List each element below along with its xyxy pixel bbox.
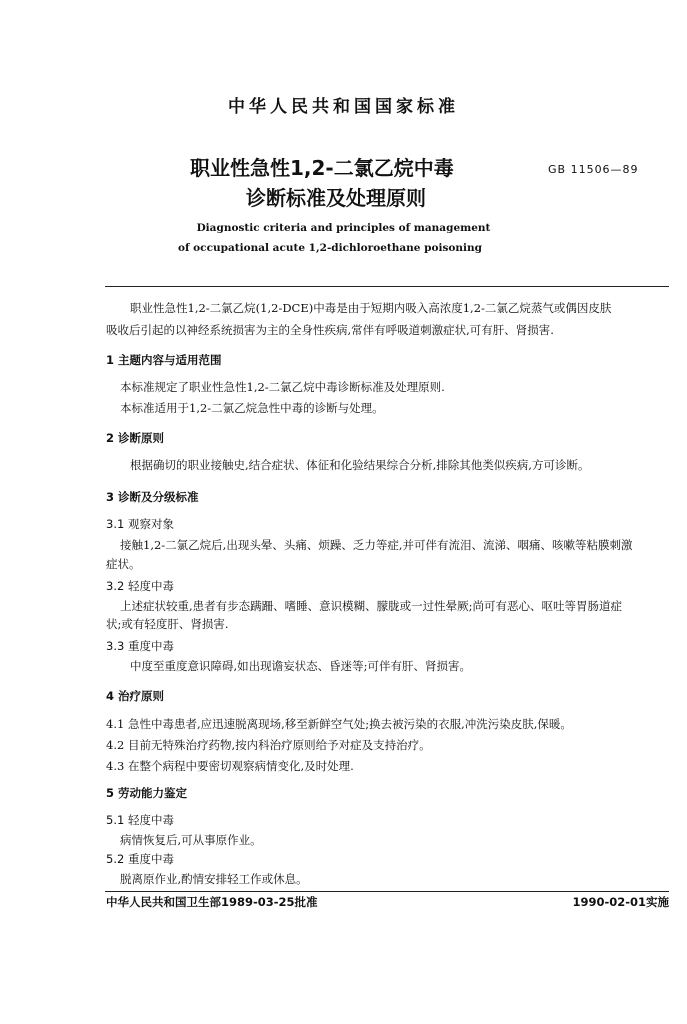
- section2-heading: 2 诊断原则: [106, 431, 165, 445]
- section1-para2: 本标准适用于1,2-二氯乙烷急性中毒的诊断与处理。: [120, 401, 384, 415]
- section1-heading: 1 主题内容与适用范围: [106, 353, 222, 367]
- section4-heading: 4 治疗原则: [106, 689, 165, 703]
- section4-para3: 4.3 在整个病程中要密切观察病情变化,及时处理.: [106, 759, 354, 773]
- section3-2-line2: 状;或有轻度肝、肾损害.: [106, 617, 229, 631]
- section3-2-heading: 3.2 轻度中毒: [106, 579, 174, 593]
- effective-date: 1990-02-01实施: [572, 895, 669, 909]
- section2-para1: 根据确切的职业接触史,结合症状、体征和化验结果综合分析,排除其他类似疾病,方可诊断。: [130, 458, 590, 472]
- section3-3-heading: 3.3 重度中毒: [106, 639, 174, 653]
- intro-line1: 职业性急性1,2-二氯乙烷(1,2-DCE)中毒是由于短期内吸入高浓度1,2-二氯乙烷蒸气或偶因皮肤: [130, 301, 612, 315]
- intro-line2: 吸收后引起的以神经系统损害为主的全身性疾病,常伴有呼吸道刺激症状,可有肝、肾损害.: [106, 323, 554, 337]
- english-title-line2: of occupational acute 1,2-dichloroethane poisoning: [178, 242, 482, 254]
- section5-2-line1: 脱离原作业,酌情安排轻工作或休息。: [120, 872, 308, 886]
- standard-code: GB 11506—89: [548, 163, 639, 176]
- section3-1-heading: 3.1 观察对象: [106, 517, 174, 531]
- section4-para1: 4.1 急性中毒患者,应迅速脱离现场,移至新鲜空气处;换去被污染的衣服,冲洗污染皮肤,保暖。: [106, 717, 572, 731]
- document-title-line1: 职业性急性1,2-二氯乙烷中毒: [190, 156, 454, 180]
- section3-1-line1: 接触1,2-二氯乙烷后,出现头晕、头痛、烦躁、乏力等症,并可伴有流泪、流涕、咽痛、咳嗽等粘膜刺激: [120, 538, 633, 552]
- section5-heading: 5 劳动能力鉴定: [106, 786, 188, 800]
- national-standard-label: 中华人民共和国国家标准: [228, 97, 459, 117]
- section3-2-line1: 上述症状较重,患者有步态蹒跚、嗜睡、意识模糊、朦胧或一过性晕厥;尚可有恶心、呕吐等胃肠道症: [120, 599, 623, 613]
- section3-1-line2: 症状。: [106, 557, 141, 571]
- english-title-line1: Diagnostic criteria and principles of management: [196, 222, 491, 234]
- header-divider: [105, 286, 669, 287]
- document-title-line2: 诊断标准及处理原则: [246, 186, 426, 210]
- footer-divider: [105, 891, 669, 892]
- section3-3-line1: 中度至重度意识障碍,如出现谵妄状态、昏迷等;可伴有肝、肾损害。: [130, 659, 472, 673]
- section4-para2: 4.2 目前无特殊治疗药物,按内科治疗原则给予对症及支持治疗。: [106, 738, 431, 752]
- section1-para1: 本标准规定了职业性急性1,2-二氯乙烷中毒诊断标准及处理原则.: [120, 380, 445, 394]
- approval-date: 中华人民共和国卫生部1989-03-25批准: [106, 895, 318, 909]
- section5-1-heading: 5.1 轻度中毒: [106, 813, 174, 827]
- section5-2-heading: 5.2 重度中毒: [106, 852, 174, 866]
- section3-heading: 3 诊断及分级标准: [106, 490, 199, 504]
- section5-1-line1: 病情恢复后,可从事原作业。: [120, 833, 262, 847]
